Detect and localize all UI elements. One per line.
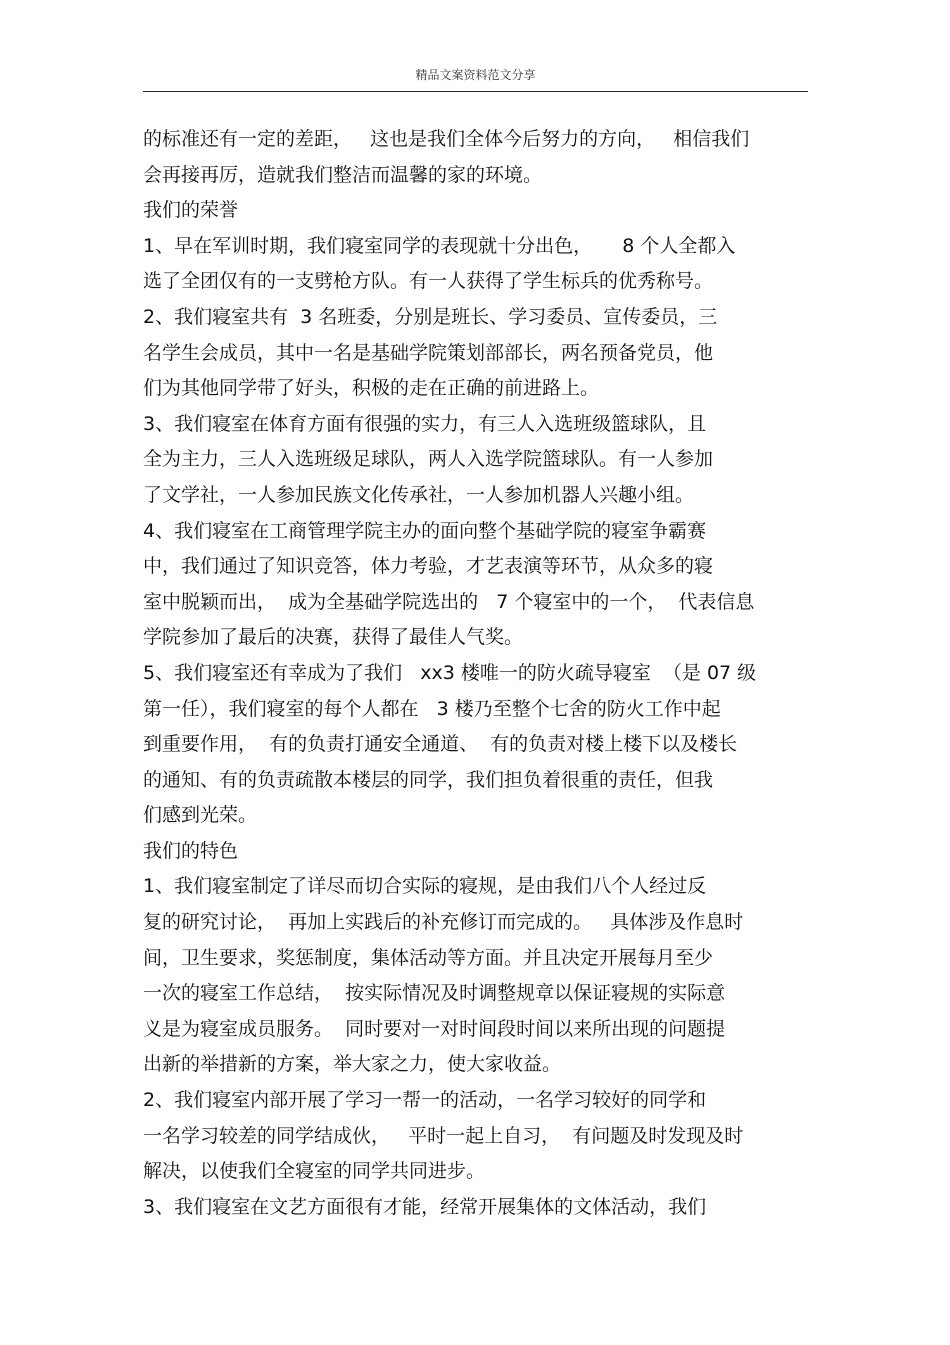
text-line: 4、我们寝室在工商管理学院主办的面向整个基础学院的寝室争霸赛 [143,519,707,542]
text-line: 2、我们寝室内部开展了学习一帮一的活动，一名学习较好的同学和 [143,1089,707,1112]
header-divider [143,91,808,92]
text-line: 解决，以使我们全寝室的同学共同进步。 [143,1160,486,1183]
text-line: 一次的寝室工作总结， 按实际情况及时调整规章以保证寝规的实际意 [143,982,726,1005]
text-line: 义是为寝室成员服务。 同时要对一对时间段时间以来所出现的问题提 [143,1017,726,1040]
text-line: 3、我们寝室在文艺方面很有才能，经常开展集体的文体活动，我们 [143,1195,707,1218]
text-line: 了文学社，一人参加民族文化传承社，一人参加机器人兴趣小组。 [143,483,695,506]
text-line: 3、我们寝室在体育方面有很强的实力，有三人入选班级篮球队，且 [143,412,707,435]
text-line: 的标准还有一定的差距， 这也是我们全体今后努力的方向， 相信我们 [143,128,750,150]
text-line: 第一任），我们寝室的每个人都在 3 楼乃至整个七舍的防火工作中起 [143,697,721,720]
text-line: 到重要作用， 有的负责打通安全通道、 有的负责对楼上楼下以及楼长 [143,733,738,756]
text-line: 的通知、有的负责疏散本楼层的同学，我们担负着很重的责任，但我 [143,768,714,791]
text-line: 室中脱颖而出， 成为全基础学院选出的 7 个寝室中的一个， 代表信息 [143,590,755,613]
text-line: 1、我们寝室制定了详尽而切合实际的寝规，是由我们八个人经过反 [143,875,707,898]
text-line: 我们的荣誉 [143,199,239,222]
text-line: 中，我们通过了知识竞答，体力考验，才艺表演等环节，从众多的寝 [143,555,714,578]
text-line: 全为主力，三人入选班级足球队，两人入选学院篮球队。有一人参加 [143,448,714,471]
text-line: 学院参加了最后的决赛，获得了最佳人气奖。 [143,626,524,649]
text-line: 2、我们寝室共有 3 名班委，分别是班长、学习委员、宣传委员，三 [143,305,718,328]
text-line: 会再接再厉，造就我们整洁而温馨的家的环境。 [143,163,543,186]
text-line: 复的研究讨论， 再加上实践后的补充修订而完成的。 具体涉及作息时 [143,911,744,934]
page-header-title: 精品文案资料范文分享 [415,68,536,82]
text-line: 一名学习较差的同学结成伙， 平时一起上自习， 有问题及时发现及时 [143,1124,744,1147]
text-line: 间，卫生要求，奖惩制度，集体活动等方面。并且决定开展每月至少 [143,946,714,969]
text-line: 5、我们寝室还有幸成为了我们 xx3 楼唯一的防火疏导寝室 （是 07 级 [143,661,757,684]
text-line: 我们的特色 [143,839,239,862]
document-body [143,122,813,1225]
text-line: 出新的举措新的方案，举大家之力，使大家收益。 [143,1053,562,1076]
text-line: 1、早在军训时期，我们寝室同学的表现就十分出色， 8 个人全都入 [143,234,736,257]
text-line: 们感到光荣。 [143,804,258,827]
text-line: 选了全团仅有的一支劈枪方队。有一人获得了学生标兵的优秀称号。 [143,270,714,293]
text-line: 们为其他同学带了好头，积极的走在正确的前进路上。 [143,377,600,400]
text-line: 名学生会成员，其中一名是基础学院策划部部长，两名预备党员，他 [143,341,714,364]
